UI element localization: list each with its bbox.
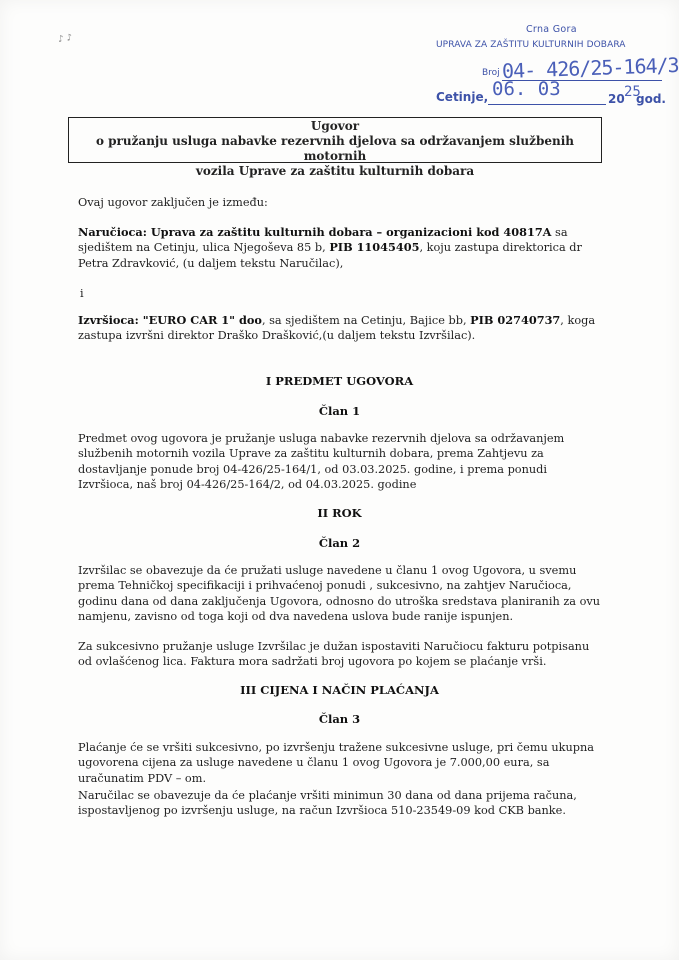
- party1-name: Naručioca: Uprava za zaštitu kulturnih dobara – organizacioni kod 40817A: [78, 225, 552, 239]
- party1-address: sa sjedištem na Cetinju, ulica Njegoševa 85 b,: [78, 226, 568, 255]
- article-3-heading: Član 3: [318, 712, 361, 726]
- stamp-broj-value: 04- 426/25-164/3: [501, 52, 679, 84]
- party2-name: Izvršioca: "EURO CAR 1" doo: [78, 313, 262, 327]
- intro-text: Ovaj ugovor zaključen je između:: [78, 196, 268, 209]
- corner-scribble: ♪ ♪: [57, 33, 73, 45]
- party1-pib: PIB 11045405: [329, 240, 420, 255]
- article-2-heading: Član 2: [318, 536, 361, 550]
- stamp-year-handwritten: 25: [624, 84, 641, 100]
- party2-address: , sa sjedištem na Cetinju, Bajice bb,: [261, 314, 471, 327]
- title-line-1: Ugovor: [310, 119, 360, 133]
- section-2-heading: II ROK: [317, 506, 362, 520]
- stamp-god: god.: [636, 92, 666, 106]
- section-3-heading: III CIJENA I NAČIN PLAĆANJA: [240, 683, 439, 697]
- section-1-heading: I PREDMET UGOVORA: [265, 374, 414, 388]
- stamp-year-prefix: 20: [608, 92, 625, 106]
- party2-representative: , koga zastupa izvršni direktor Draško Drašković,(u daljem tekstu Izvršilac).: [78, 314, 596, 343]
- stamp-place: Cetinje,: [436, 90, 489, 104]
- conjunction: i: [80, 287, 84, 300]
- article-1-heading: Član 1: [318, 404, 361, 418]
- stamp-date-value: 06. 03: [492, 78, 561, 100]
- title-line-3: vozila Uprave za zaštitu kulturnih dobara: [195, 164, 475, 178]
- title-line-2: o pružanju usluga nabavke rezervnih djelova sa održavanjem službenih motornih: [95, 134, 575, 163]
- party-contracting-authority: [78, 225, 602, 271]
- stamp-date-underline: [488, 104, 606, 105]
- contract-title-box: [68, 117, 602, 178]
- article-3-text-2: Naručilac se obavezuje da će plaćanje vršiti minimun 30 dana od dana prijema računa, ispostavljenog po izvršenju usluge, na račun Izvršioca 510-23549-09 kod CKB banke.: [78, 789, 577, 818]
- party1-representative: , koju zastupa direktorica dr Petra Zdravković, (u daljem tekstu Naručilac),: [78, 241, 582, 270]
- article-2-text-2: Za sukcesivno pružanje usluge Izvršilac je dužan ispostaviti Naručiocu fakturu potpisanu od ovlašćenog lica. Faktura mora sadržati broj ugovora po kojem se plaćanje vrši.: [78, 640, 590, 669]
- stamp-broj-label: Broj: [482, 68, 500, 78]
- article-3-text-1: Plaćanje će se vršiti sukcesivno, po izvršenju tražene sukcesivne usluge, pri čemu ukupna ugovorena cijena za usluge navedene u članu 1 ovog Ugovora je 7.000,00 eura, sa uračunatim PDV – om.: [78, 741, 595, 785]
- article-2-text-1: Izvršilac se obavezuje da će pružati usluge navedene u članu 1 ovog Ugovora, u svemu prema Tehničkoj specifikaciji i prihvaćenoj ponudi , sukcesivno, na zahtjev Naručioca, godinu dana od dana zaključenja Ugovora, odnosno do utroška sredstava planiranih za ovu namjenu, zavisno od toga koji od dva navedena uslova bude ranije ispunjen.: [78, 564, 601, 624]
- party-contractor: [78, 313, 602, 344]
- party2-pib: PIB 02740737: [470, 313, 561, 327]
- article-1-text: Predmet ovog ugovora je pružanje usluga nabavke rezervnih djelova sa održavanjem službenih motornih vozila Uprave za zaštitu kulturnih dobara, prema Zahtjevu za dostavljanje ponude broj 04-426/25-164/1, od 03.03.2025. godine, i prema ponudi Izvršioca, naš broj 04-426/25-164/2, od 04.03.2025. godine: [78, 432, 565, 492]
- stamp-authority: UPRAVA ZA ZAŠTITU KULTURNIH DOBARA: [436, 40, 626, 50]
- registry-stamp: [430, 20, 679, 106]
- stamp-country: Crna Gora: [526, 24, 577, 35]
